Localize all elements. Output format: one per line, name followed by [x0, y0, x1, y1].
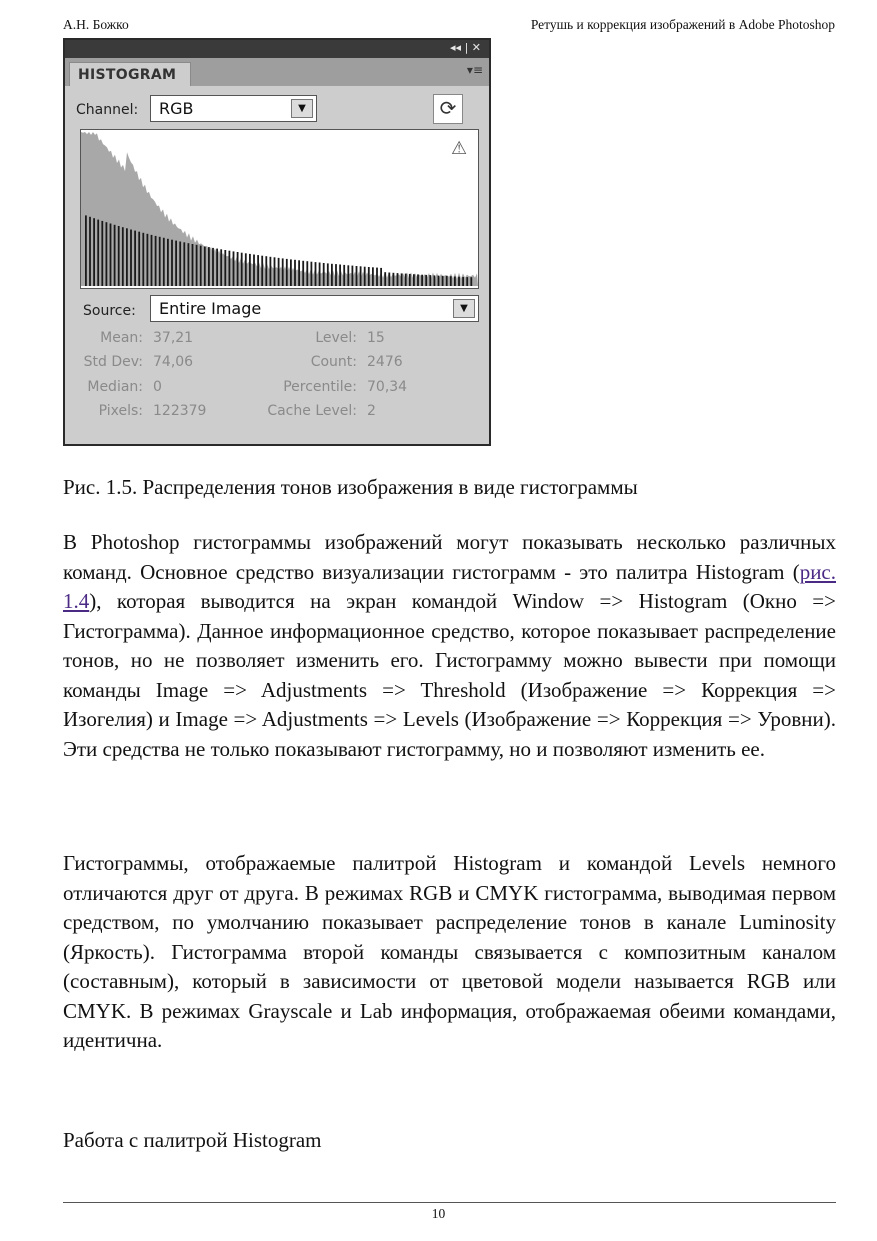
histogram-bar [343, 265, 345, 286]
header-author: А.Н. Божко [63, 17, 129, 32]
histogram-bar [286, 259, 288, 286]
histogram-bar [331, 264, 333, 286]
refresh-icon[interactable]: ⟳ [433, 94, 463, 124]
header-book-title: Ретушь и коррекция изображений в Adobe Photoshop [530, 17, 835, 32]
histogram-bar [438, 276, 440, 286]
histogram-bar [106, 222, 108, 286]
histogram-bar [237, 252, 239, 286]
histogram-bar [393, 273, 395, 286]
histogram-bar [85, 215, 87, 286]
histogram-bar [401, 273, 403, 286]
histogram-bar [429, 275, 431, 286]
stat-count-label: Count: [310, 354, 357, 370]
histogram-bar [196, 245, 198, 286]
histogram-bar [188, 243, 190, 286]
histogram-bar [434, 275, 436, 286]
stat-cache-level-label: Cache Level: [267, 403, 357, 419]
histogram-bar [368, 267, 370, 286]
histogram-bar [450, 276, 452, 286]
histogram-bar [364, 267, 366, 286]
tab-histogram[interactable]: HISTOGRAM [69, 62, 191, 86]
stat-percentile-label: Percentile: [283, 379, 357, 395]
histogram-bar [126, 228, 128, 286]
source-select[interactable] [150, 295, 479, 322]
panel-tab-row [65, 58, 489, 86]
histogram-bar [327, 263, 329, 286]
histogram-bar [212, 248, 214, 286]
histogram-bar [294, 260, 296, 286]
histogram-bar [167, 239, 169, 286]
histogram-bar [155, 236, 157, 286]
histogram-bar [315, 262, 317, 286]
channel-label: Channel: [76, 102, 139, 118]
histogram-bar [93, 218, 95, 286]
stat-cache-level-value: 2 [367, 403, 376, 419]
histogram-bar [249, 254, 251, 286]
histogram-bar [245, 253, 247, 286]
stat-mean-label: Mean: [100, 330, 143, 346]
histogram-bar [159, 237, 161, 286]
histogram-bar [454, 277, 456, 287]
histogram-bar [446, 276, 448, 286]
histogram-bar [224, 250, 226, 286]
histogram-bar [151, 235, 153, 286]
histogram-bar [130, 230, 132, 287]
histogram-bar [302, 261, 304, 286]
source-select-value: Entire Image [159, 299, 262, 318]
channel-select-value: RGB [159, 99, 194, 118]
histogram-bar [397, 273, 399, 286]
histogram-bar [192, 244, 194, 286]
paragraph-1 [63, 528, 836, 764]
stat-mean-value: 37,21 [153, 330, 194, 346]
stat-percentile-value: 70,34 [367, 379, 408, 395]
histogram-bar [253, 255, 255, 287]
histogram-bar [319, 263, 321, 287]
histogram-bar [470, 277, 472, 286]
histogram-bar [114, 225, 116, 286]
stat-pixels-value: 122379 [153, 403, 207, 419]
stat-level-value: 15 [367, 330, 385, 346]
histogram-bar [409, 274, 411, 286]
histogram-bar [257, 255, 259, 286]
histogram-bar [274, 257, 276, 286]
histogram-bar [380, 268, 382, 286]
histogram-bar [360, 266, 362, 286]
figure-caption: Рис. 1.5. Распределения тонов изображения в виде гистограммы [63, 475, 638, 499]
histogram-bar [175, 241, 177, 286]
paragraph-1-start: В Photoshop гистограммы изображений могут показывать несколько различных команд. Основное средство визуализации гистограмм - это палитра Histogram ( [63, 530, 836, 584]
section-title: Работа с палитрой Histogram [63, 1128, 322, 1152]
histogram-bar [356, 266, 358, 286]
channel-select[interactable] [150, 95, 317, 122]
histogram-bar [220, 249, 222, 286]
histogram-bar [122, 227, 124, 286]
histogram-bar [339, 265, 341, 287]
histogram-bar [216, 249, 218, 286]
panel-collapse-close-icons[interactable]: ◂◂ | ✕ [450, 41, 481, 54]
stat-level-label: Level: [315, 330, 357, 346]
stat-stddev-label: Std Dev: [83, 354, 143, 370]
histogram-bar [134, 231, 136, 286]
histogram-bar [101, 221, 103, 286]
histogram-bar [208, 247, 210, 286]
histogram-bar [311, 262, 313, 286]
histogram-bar [233, 251, 235, 286]
source-label: Source: [83, 303, 136, 319]
histogram-bar [270, 257, 272, 286]
histogram-bar [384, 272, 386, 286]
histogram-bar [323, 263, 325, 286]
histogram-bar [241, 253, 243, 286]
histogram-svg [81, 130, 478, 288]
chevron-down-icon[interactable]: ▼ [291, 99, 313, 118]
histogram-bar [388, 273, 390, 287]
histogram-bar [110, 224, 112, 287]
histogram-bar [462, 277, 464, 286]
histogram-bar [413, 274, 415, 286]
stat-count-value: 2476 [367, 354, 403, 370]
histogram-bar [200, 246, 202, 286]
stat-median-value: 0 [153, 379, 162, 395]
histogram-bar [417, 274, 419, 286]
histogram-bar [142, 233, 144, 286]
histogram-bar [183, 242, 185, 286]
histogram-bar [335, 264, 337, 286]
histogram-bar [229, 251, 231, 286]
stat-pixels-label: Pixels: [98, 403, 143, 419]
histogram-bar [421, 275, 423, 286]
histogram-bar [171, 240, 173, 286]
histogram-bar [290, 259, 292, 286]
histogram-bar [118, 226, 120, 286]
histogram-bar [442, 276, 444, 286]
paragraph-1-end: ), которая выводится на экран командой Window => Histogram (Окно => Гистограмма). Данное информационное средство, которое показывает распределение тонов, но не позволяет изменить его. Гистограмму можно вывести при помощи команды Image => Adjustments => Threshold (Изображение => Коррекция => Изогелия) и Image => Adjustments => Levels (Изображение => Коррекция => Уровни). Эти средства не только показывают гистограмму, но и позволяют изменить ее. [63, 589, 836, 761]
histogram-bar [347, 265, 349, 286]
histogram-bar [298, 260, 300, 286]
histogram-graph [80, 129, 479, 289]
histogram-bar [179, 242, 181, 287]
stat-median-label: Median: [87, 379, 143, 395]
histogram-bar [97, 220, 99, 286]
histogram-bar [147, 234, 149, 286]
figure-link[interactable]: рис. 1.4 [63, 559, 836, 613]
histogram-bar [405, 274, 407, 286]
page-number: 10 [431, 1206, 446, 1221]
stat-stddev-value: 74,06 [153, 354, 194, 370]
histogram-bar [204, 246, 206, 286]
warning-icon[interactable]: ⚠ [451, 138, 468, 159]
chevron-down-icon[interactable]: ▼ [453, 299, 475, 318]
histogram-bar [261, 256, 263, 286]
histogram-bar [425, 275, 427, 286]
histogram-bar [278, 258, 280, 286]
histogram-bar [265, 256, 267, 286]
panel-titlebar [65, 40, 489, 58]
histogram-bar [89, 217, 91, 286]
histogram-panel-screenshot [63, 38, 491, 446]
histogram-bar [352, 266, 354, 286]
panel-menu-icon[interactable]: ▾≡ [466, 63, 483, 77]
histogram-bar [163, 238, 165, 286]
histogram-bar [372, 267, 374, 286]
histogram-bar [306, 261, 308, 286]
histogram-bar [376, 268, 378, 286]
histogram-bar [458, 277, 460, 286]
footer-divider [63, 1202, 836, 1203]
histogram-bar [282, 258, 284, 286]
histogram-bar [466, 277, 468, 286]
histogram-bar [138, 232, 140, 286]
paragraph-2: Гистограммы, отображаемые палитрой Histogram и командой Levels немного отличаются друг от друга. В режимах RGB и CMYK гистограмма, выводимая первом средством, по умолчанию показывает распределение тонов в канале Luminosity (Яркость). Гистограмма второй команды связывается с композитным каналом (составным), который в зависимости от цветовой модели называется RGB или CMYK. В режимах Grayscale и Lab информация, отображаемая обеими командами, идентична. [63, 851, 836, 1052]
